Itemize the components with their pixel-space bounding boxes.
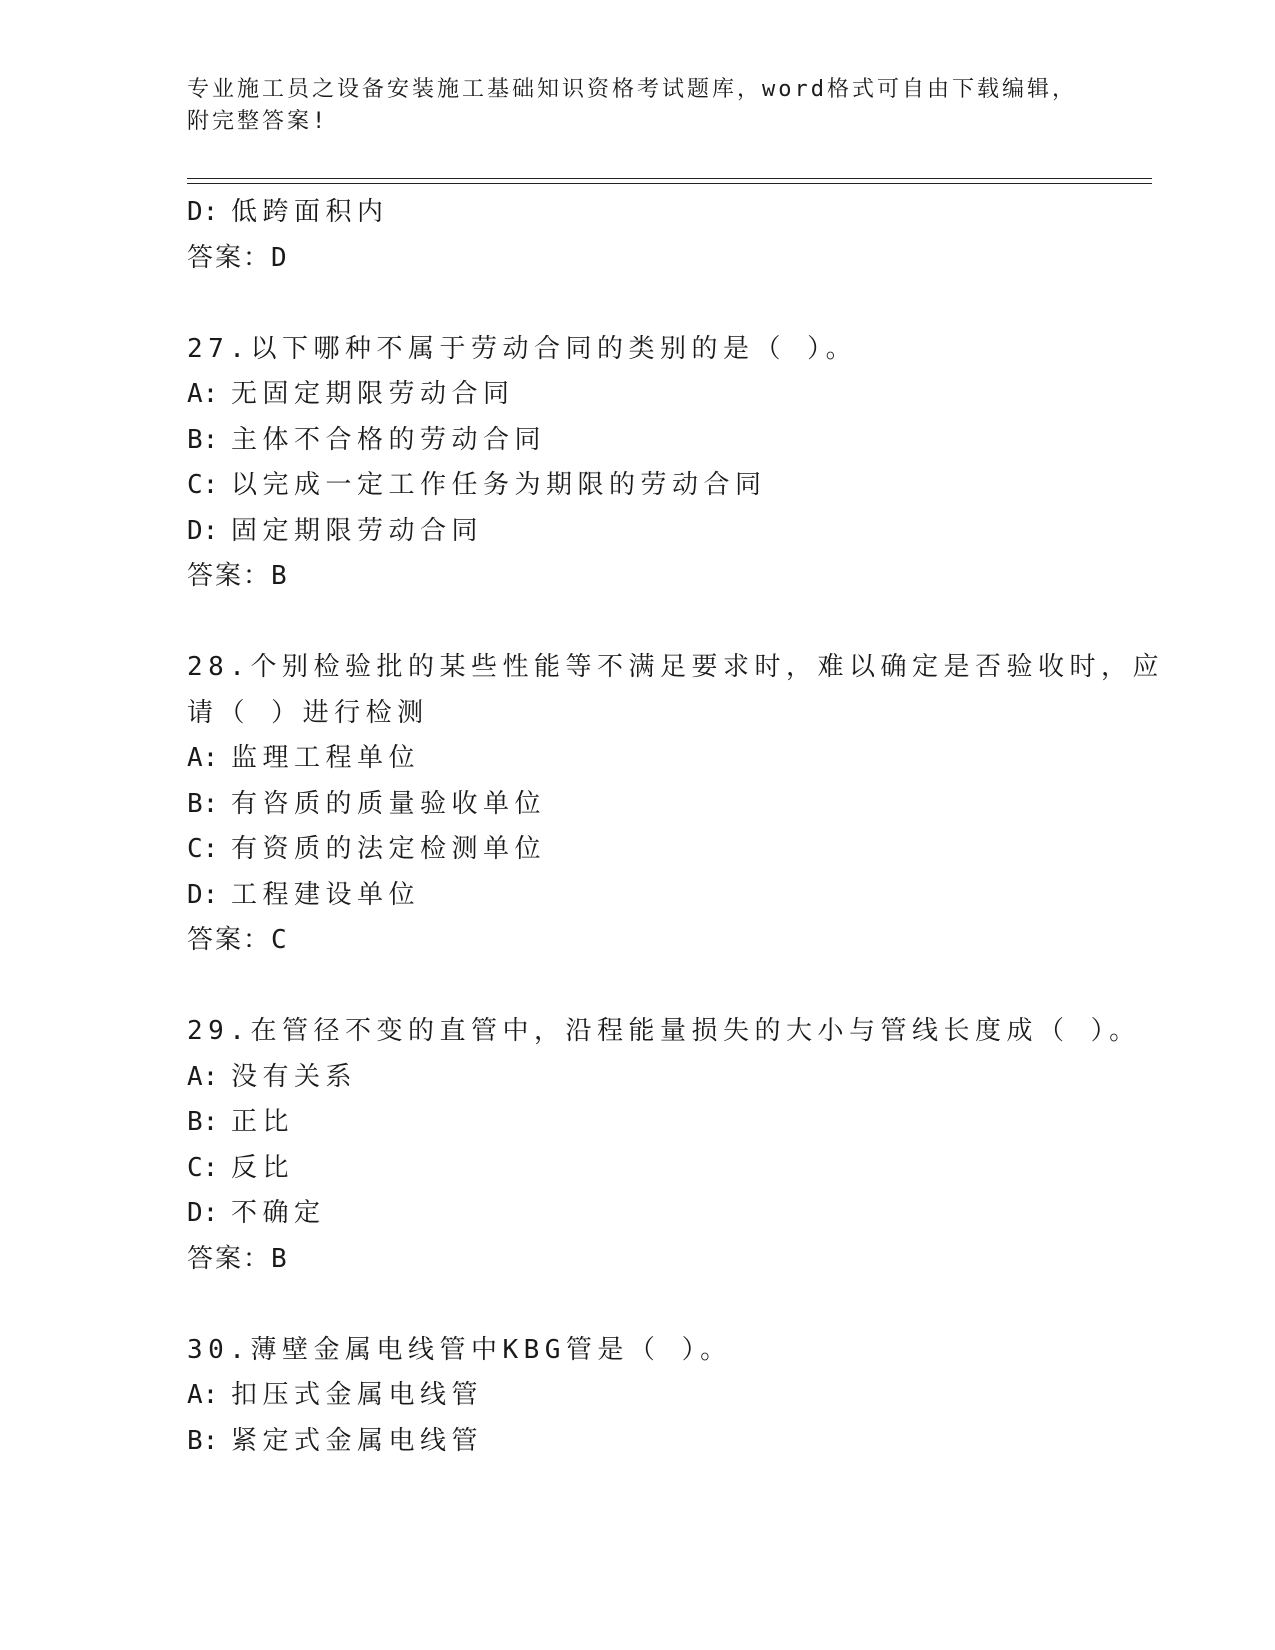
option-text: 正比 (231, 1107, 295, 1137)
answer-value: B (271, 561, 288, 591)
answer-line (187, 236, 1087, 282)
option-text: 主体不合格的劳动合同 (231, 424, 547, 455)
option-letter: B: (187, 788, 219, 819)
option-text: 固定期限劳动合同 (231, 515, 484, 546)
option-row (187, 463, 1087, 509)
question-text (187, 1009, 1141, 1055)
option-letter: C: (187, 470, 219, 500)
option-letter: D: (187, 515, 219, 546)
option-row (187, 873, 1087, 919)
spacer (187, 1282, 1087, 1328)
question-line: 29.在管径不变的直管中，沿程能量损失的大小与管线长度成（ ）。 (187, 1016, 1141, 1046)
option-text: 无固定期限劳动合同 (231, 379, 515, 409)
answer-value: B (271, 1243, 288, 1274)
option-text: 监理工程单位 (231, 743, 421, 773)
option-letter: A: (187, 379, 219, 409)
header-divider-top (187, 178, 1152, 179)
option-letter: A: (187, 743, 219, 773)
question-block (187, 964, 1141, 1283)
option-letter: B: (187, 1425, 219, 1456)
document-header (187, 74, 1087, 138)
answer-value: C (271, 925, 288, 955)
option-text: 有咨质的质量验收单位 (231, 788, 547, 819)
option-letter: C: (187, 834, 219, 864)
option-text: 不确定 (231, 1198, 326, 1228)
option-text: 没有关系 (231, 1061, 358, 1092)
question-block (187, 600, 1164, 964)
option-text: 低跨面积内 (231, 197, 389, 227)
answer-label: 答案： (187, 925, 272, 955)
question-block (187, 281, 1087, 600)
header-divider-bottom (187, 183, 1152, 184)
answer-line (187, 918, 1087, 964)
option-row (187, 1055, 1087, 1101)
question-text (187, 1328, 1087, 1374)
option-row (187, 190, 1087, 236)
option-text: 反比 (231, 1152, 295, 1183)
answer-label: 答案： (187, 242, 272, 273)
option-letter: B: (187, 1107, 219, 1137)
option-letter: D: (187, 879, 219, 910)
option-row (187, 418, 1087, 464)
header-line-2: 附完整答案! (187, 109, 329, 134)
option-letter: B: (187, 424, 219, 455)
option-text: 扣压式金属电线管 (231, 1380, 484, 1410)
answer-line (187, 554, 1087, 600)
question-line: 请（ ）进行检测 (187, 697, 429, 728)
answer-label: 答案： (187, 561, 272, 591)
option-letter: D: (187, 1198, 219, 1228)
option-row (187, 1100, 1087, 1146)
option-letter: A: (187, 1380, 219, 1410)
option-row (187, 1191, 1087, 1237)
question-text (187, 645, 1164, 736)
option-letter: D: (187, 197, 219, 227)
spacer (187, 600, 1087, 646)
option-text: 工程建设单位 (231, 879, 421, 910)
header-line-1: 专业施工员之设备安装施工基础知识资格考试题库，word格式可自由下载编辑， (187, 77, 1077, 102)
option-row (187, 1146, 1087, 1192)
spacer (187, 964, 1087, 1010)
answer-label: 答案： (187, 1243, 272, 1274)
answer-value: D (271, 242, 288, 273)
answer-line (187, 1237, 1087, 1283)
option-row (187, 827, 1087, 873)
question-line: 28.个别检验批的某些性能等不满足要求时，难以确定是否验收时，应 (187, 652, 1164, 682)
question-block (187, 1282, 1087, 1464)
question-text (187, 327, 1087, 373)
option-row (187, 736, 1087, 782)
spacer (187, 281, 1087, 327)
question-line: 30.薄壁金属电线管中KBG管是（ ）。 (187, 1334, 732, 1365)
option-text: 紧定式金属电线管 (231, 1425, 484, 1456)
option-row (187, 782, 1087, 828)
option-letter: A: (187, 1061, 219, 1092)
option-text: 有资质的法定检测单位 (231, 834, 547, 864)
option-letter: C: (187, 1152, 219, 1183)
option-row (187, 1419, 1087, 1465)
question-list (187, 190, 1164, 1464)
option-row (187, 372, 1087, 418)
option-row (187, 1373, 1087, 1419)
question-line: 27.以下哪种不属于劳动合同的类别的是（ ）。 (187, 333, 858, 364)
option-text: 以完成一定工作任务为期限的劳动合同 (231, 470, 767, 500)
option-row (187, 509, 1087, 555)
question-block (187, 190, 1087, 281)
